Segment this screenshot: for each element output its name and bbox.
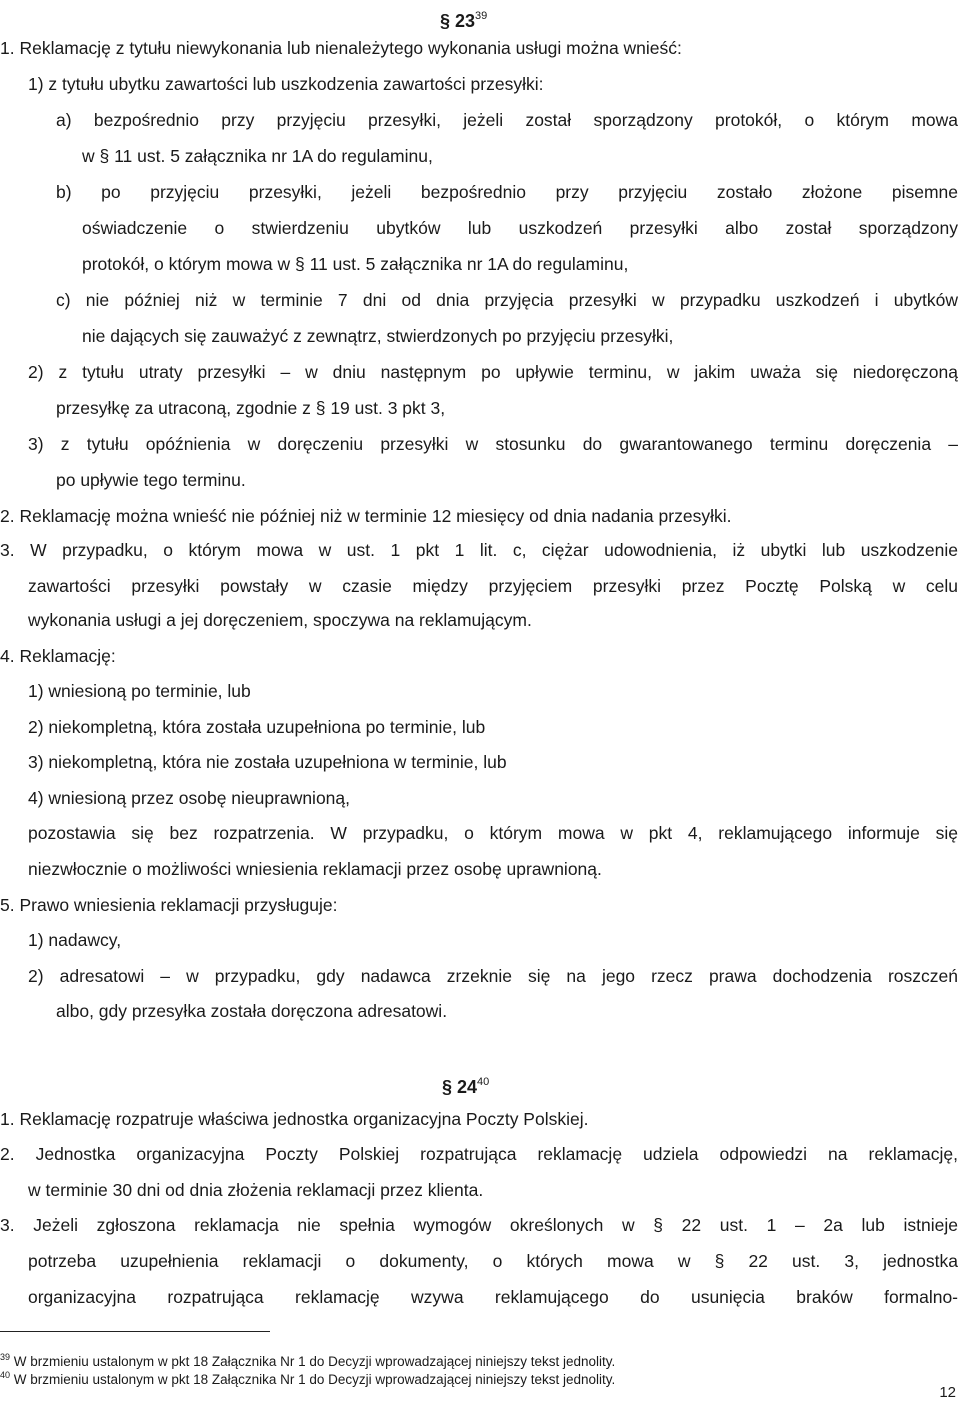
text-line: 1) wniesioną po terminie, lub <box>28 681 251 701</box>
text-line: 2) niekompletną, która została uzupełniona po terminie, lub <box>28 717 486 737</box>
footnote: $^{40}$ W brzmieniu ustalonym w pkt 18 Załącznika Nr 1 do Decyzji wprowadzającej niniejszy tekst jednolity. <box>0 1370 616 1387</box>
text-line: w terminie 30 dni od dnia złożenia reklamacji przez klienta. <box>28 1180 484 1200</box>
text-line: po upływie tego terminu. <box>56 470 246 490</box>
text-line: 2) adresatowi – w przypadku, gdy nadawca zrzeknie się na jego rzecz prawa dochodzenia roszczeń <box>28 966 958 986</box>
text-line: 3) niekompletną, która nie została uzupełniona w terminie, lub <box>28 752 507 772</box>
text-line: 4) wniesioną przez osobę nieuprawnioną, <box>28 788 351 808</box>
text-line: 1) z tytułu ubytku zawartości lub uszkodzenia zawartości przesyłki: <box>28 74 544 94</box>
text-line: 2. Jednostka organizacyjna Poczty Polskiej rozpatrująca reklamację udziela odpowiedzi na reklamację, <box>0 1144 958 1164</box>
text-line: albo, gdy przesyłka została doręczona adresatowi. <box>56 1001 448 1021</box>
text-line: przesyłkę za utraconą, zgodnie z § 19 ust. 3 pkt 3, <box>56 398 446 418</box>
text-line: 3. W przypadku, o którym mowa w ust. 1 pkt 1 lit. c, ciężar udowodnienia, iż ubytki lub uszkodzenie <box>0 540 958 560</box>
text-line: 5. Prawo wniesienia reklamacji przysługuje: <box>0 895 338 915</box>
footnote: $^{39}$ W brzmieniu ustalonym w pkt 18 Załącznika Nr 1 do Decyzji wprowadzającej niniejszy tekst jednolity. <box>0 1352 616 1369</box>
text-line: 2) z tytułu utraty przesyłki – w dniu następnym po upływie terminu, w jakim uważa się niedoręczoną <box>28 362 958 382</box>
text-line: niezwłocznie o możliwości wniesienia reklamacji przez osobę uprawnioną. <box>28 859 602 879</box>
section-heading-24: § $24^{40}$ <box>442 1076 490 1097</box>
text-line: 1. Reklamację rozpatruje właściwa jednostka organizacyjna Poczty Polskiej. <box>0 1109 589 1129</box>
text-line: wykonania usługi a jej doręczeniem, spoczywa na reklamującym. <box>28 610 532 630</box>
text-line: 1) nadawcy, <box>28 930 122 950</box>
text-line: 2. Reklamację można wnieść nie później niż w terminie 12 miesięcy od dnia nadania przesyłki. <box>0 506 732 526</box>
text-line: a) bezpośrednio przy przyjęciu przesyłki, jeżeli został sporządzony protokół, o którym mowa <box>56 110 958 130</box>
text-line: b) po przyjęciu przesyłki, jeżeli bezpośrednio przy przyjęciu zostało złożone pisemne <box>56 182 958 202</box>
text-line: nie dających się zauważyć z zewnątrz, stwierdzonych po przyjęciu przesyłki, <box>82 326 674 346</box>
text-line: c) nie później niż w terminie 7 dni od dnia przyjęcia przesyłki w przypadku uszkodzeń i ubytków <box>56 290 958 310</box>
section-heading-23: § $23^{39}$ <box>440 10 488 31</box>
text-line: potrzeba uzupełnienia reklamacji o dokumenty, o których mowa w § 22 ust. 3, jednostka <box>28 1251 958 1271</box>
text-line: w § 11 ust. 5 załącznika nr 1A do regulaminu, <box>82 146 433 166</box>
text-line: oświadczenie o stwierdzeniu ubytków lub uszkodzeń przesyłki albo został sporządzony <box>82 218 958 238</box>
text-line: pozostawia się bez rozpatrzenia. W przypadku, o którym mowa w pkt 4, reklamującego informuje się <box>28 823 958 843</box>
text-line: zawartości przesyłki powstały w czasie między przyjęciem przesyłki przez Pocztę Polską w celu <box>28 576 958 596</box>
text-line: 3. Jeżeli zgłoszona reklamacja nie spełnia wymogów określonych w § 22 ust. 1 – 2a lub istnieje <box>0 1215 958 1235</box>
text-line: 1. Reklamację z tytułu niewykonania lub nienależytego wykonania usługi można wnieść: <box>0 38 682 58</box>
page-number: 12 <box>939 1384 956 1401</box>
footnote-separator <box>0 1331 270 1332</box>
text-line: 3) z tytułu opóźnienia w doręczeniu przesyłki w stosunku do gwarantowanego terminu doręczenia – <box>28 434 958 454</box>
text-line: organizacyjna rozpatrująca reklamację wzywa reklamującego do usunięcia braków formalno- <box>28 1287 958 1307</box>
text-line: 4. Reklamację: <box>0 646 116 666</box>
text-line: protokół, o którym mowa w § 11 ust. 5 załącznika nr 1A do regulaminu, <box>82 254 629 274</box>
